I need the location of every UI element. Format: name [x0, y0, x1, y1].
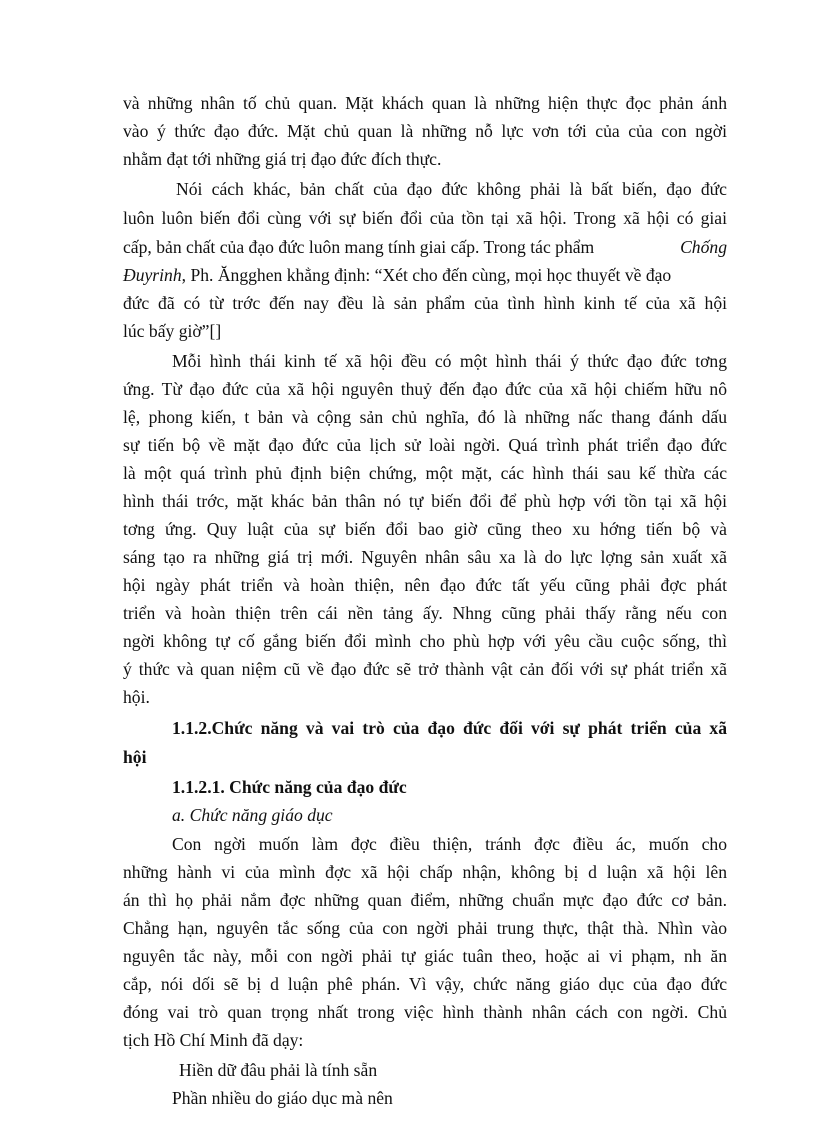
- text-line-with-title: [123, 233, 727, 261]
- text-line: là một quá trình phủ định biện chứng, một mặt, các hình thái sau kế thừa các: [123, 463, 727, 483]
- text-line: ứng. Từ đạo đức của xã hội nguyên thuỷ đến đạo đức của xã hội chiếm hữu nô: [123, 379, 727, 399]
- section-heading: 1.1.2.Chức năng và vai trò của đạo đức đối với sự phát triển của xã: [172, 718, 727, 738]
- text-line: vào ý thức đạo đức. Mặt chủ quan là những nỗ lực vơn tới của của con ngời: [123, 121, 727, 141]
- text-line: tơng ứng. Quy luật của sự biến đổi bao giờ cũng theo xu hớng tiến bộ và: [123, 519, 727, 539]
- text-line: luôn luôn biến đổi cùng với sự biến đổi của tồn tại xã hội. Trong xã hội có giai: [123, 208, 727, 228]
- text-line: đức đã có từ trớc đến nay đều là sản phẩm của tình hình kinh tế của xã hội: [123, 293, 727, 313]
- text-fragment: cấp, bản chất của đạo đức luôn mang tính giai cấp. Trong tác phẩm: [123, 237, 595, 257]
- subsection-heading: 1.1.2.1. Chức năng của đạo đức: [172, 777, 407, 797]
- poem-line: Hiền dữ đâu phải là tính sẵn: [179, 1060, 378, 1080]
- text-line: Nói cách khác, bản chất của đạo đức không phải là bất biến, đạo đức: [176, 179, 727, 199]
- text-line: Con ngời muốn làm đợc điều thiện, tránh đợc điều ác, muốn cho: [172, 834, 727, 854]
- text-line: sáng tạo ra những giá trị mới. Nguyên nhân sâu xa là do lực lợng sản xuất xã: [123, 547, 727, 567]
- work-title: Chống: [680, 237, 727, 257]
- text-line: hội ngày phát triển và hoàn thiện, nên đạo đức tất yếu cũng phải đợc phát: [123, 575, 727, 595]
- text-line: án thì họ phải nắm đợc những quan điểm, những chuẩn mực đạo đức cơ bản.: [123, 890, 727, 910]
- text-line: hình thái trớc, mặt khác bản thân nó tự biến đổi để phù hợp với tồn tại xã hội: [123, 491, 727, 511]
- text-line: lệ, phong kiến, t bản và cộng sản chủ nghĩa, đó là những nấc thang đánh dấu: [123, 407, 727, 427]
- text-line-with-title: [123, 261, 727, 289]
- text-line: cắp, nói dối sẽ bị d luận phê phán. Vì vậy, chức năng giáo dục của đạo đức: [123, 974, 727, 994]
- text-line: sự tiến bộ về mặt đạo đức của lịch sử loài ngời. Quá trình phát triển đạo đức: [123, 435, 727, 455]
- text-line: ngời không tự cố gắng biến đổi mình cho phù hợp với yêu cầu cuộc sống, thì: [123, 631, 727, 651]
- text-line: tịch Hồ Chí Minh đã dạy:: [123, 1030, 304, 1050]
- text-line: nguyên tắc này, mỗi con ngời phải tự giác tuân theo, hoặc ai vi phạm, nh ăn: [123, 946, 727, 966]
- text-line: Mỗi hình thái kinh tế xã hội đều có một hình thái ý thức đạo đức tơng: [172, 351, 727, 371]
- text-line: đóng vai trò quan trọng nhất trong việc hình thành nhân cách con ngời. Chủ: [123, 1002, 727, 1022]
- text-line: hội.: [123, 687, 150, 707]
- text-line: những hành vi của mình đợc xã hội chấp nhận, không bị d luận xã hội lên: [123, 862, 727, 882]
- text-line: triển và hoàn thiện trên cái nền tảng ấy. Nhng cũng phải thấy rằng nếu con: [123, 603, 727, 623]
- text-line: ý thức và quan niệm cũ về đạo đức sẽ trở thành vật cản đối với sự phát triển xã: [123, 659, 727, 679]
- text-line: và những nhân tố chủ quan. Mặt khách quan là những hiện thực đọc phản ánh: [123, 93, 727, 113]
- text-line: Chẳng hạn, nguyên tắc sống của con ngời phải trung thực, thật thà. Nhìn vào: [123, 918, 727, 938]
- text-line: nhằm đạt tới những giá trị đạo đức đích thực.: [123, 149, 442, 169]
- sub-subsection-heading: a. Chức năng giáo dục: [172, 805, 333, 825]
- poem-line: Phần nhiều do giáo dục mà nên: [172, 1088, 393, 1108]
- work-title-continued: Đuyrinh: [123, 265, 182, 285]
- text-fragment: , Ph. Ăngghen khẳng định: “Xét cho đến cùng, mọi học thuyết về đạo: [181, 265, 672, 285]
- section-heading-continued: hội: [123, 747, 147, 767]
- text-line: lúc bấy giờ”[]: [123, 321, 222, 341]
